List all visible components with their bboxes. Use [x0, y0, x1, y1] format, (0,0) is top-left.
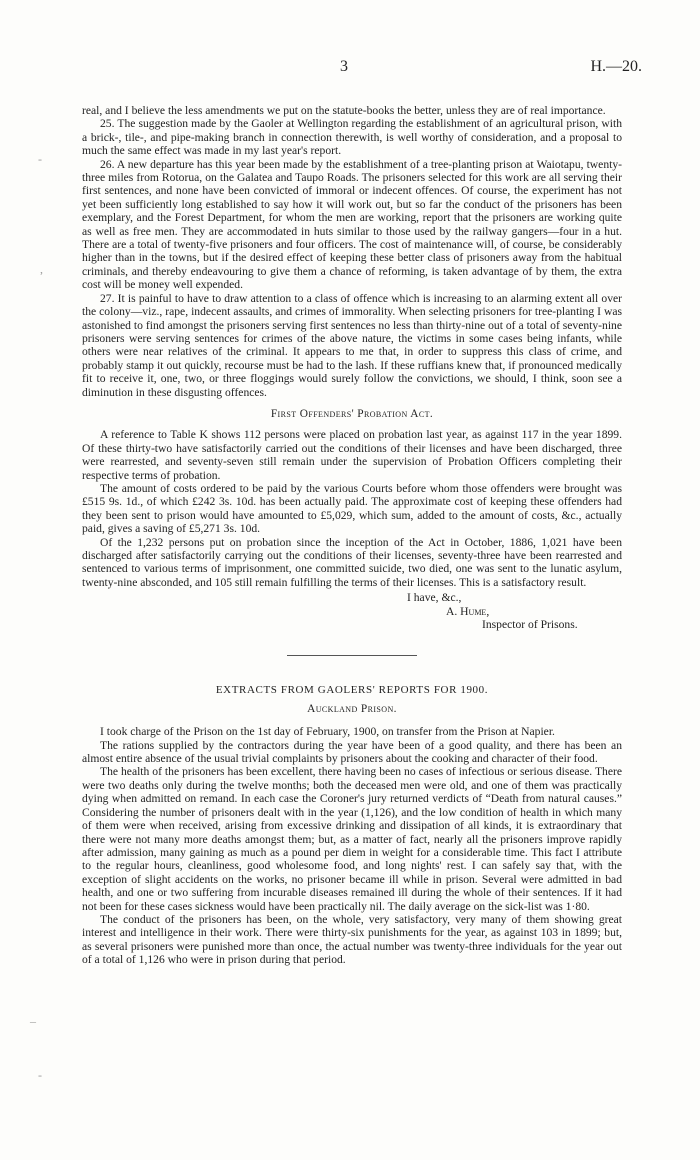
- margin-mark: ‐: [38, 1068, 42, 1082]
- probation-paragraph-2: The amount of costs ordered to be paid by the various Courts before whom those offenders were brought was £515 9s. 1d., of which £242 3s. 10d. has been actually paid. The approximate cost of keeping these offenders had they been sent to prison would have amounted to £5,029, which sum, added to the amount of costs, &c., actually paid, gives a saving of £5,271 3s. 10d.: [82, 481, 622, 536]
- intro-paragraph: real, and I believe the less amendments we put on the statute-books the better, unless they are of real importance.: [82, 104, 606, 117]
- prison-heading: Auckland Prison.: [307, 702, 397, 715]
- extracts-heading: EXTRACTS FROM GAOLERS' REPORTS FOR 1900.: [215, 684, 489, 697]
- paragraph-25: 25. The suggestion made by the Gaoler at Wellington regarding the establishment of an agricultural prison, with a brick-, tile-, and pipe-making branch in connection therewith, is well worthy of consideration, and a proposal to much the same effect was made in my last year's report.: [82, 117, 622, 158]
- paragraph-26: 26. A new departure has this year been made by the establishment of a tree-planting prison at Waiotapu, twenty-three miles from Rotorua, on the Galatea and Taupo Roads. The prisoners selected for this work are all serving their first sentences, and none have been convicted of immoral or indecent offences. Of course, the experiment has not yet been sufficiently long established to say how it will work out, but so far the conduct of the prisoners has been exemplary, and the Forest Department, for whom the men are working, report that the prisoners are working quite as well as free men. They are accommodated in huts similar to those used by the railway gangers—four in a hut. There are a total of twenty-five prisoners and four officers. The cost of maintenance will, of course, be considerably higher than in the towns, but if the desired effect of keeping these better class of prisoners away from the habitual criminals, and thereby endeavouring to give them a chance of reforming, is taken advantage of by them, the extra cost will be money well expended.: [82, 157, 622, 292]
- probation-paragraph-1: A reference to Table K shows 112 persons were placed on probation last year, as against 117 in the year 1899. Of these thirty-two have satisfactorily carried out the conditions of their licenses and have been discharged, three were rearrested, and seventy-seven still remain under the supervision of Probation Officers completing their respective terms of probation.: [82, 428, 622, 482]
- margin-mark: –: [30, 1014, 36, 1028]
- margin-mark: -: [38, 152, 42, 166]
- signature-closing: I have, &c.,: [407, 591, 462, 605]
- page-number: 3: [340, 58, 348, 75]
- body-text: [82, 104, 622, 967]
- signature-block: [82, 591, 622, 631]
- page-header: [0, 58, 700, 78]
- paragraph-27: 27. It is painful to have to draw attention to a class of offence which is increasing to an alarming extent all over the colony—viz., rape, indecent assaults, and crimes of immorality. When selecting prisoners for tree-planting I was astonished to find amongst the prisoners serving first sentences no less than thirty-nine out of a total of seventy-nine prisoners were serving sentences for crimes of the above nature, the victims in some cases being infants, while others were near relatives of the criminal. It appears to me that, in order to suppress this class of crime, and probably stamp it out quickly, recourse must be had to the lash. If these ruffians knew that, if pronounced medically fit to receive it, one, two, or three floggings would surely follow the convictions, we should, I think, soon see a diminution in these disgusting offences.: [82, 291, 622, 399]
- signature-name: A. Hume,: [446, 604, 490, 618]
- auckland-paragraph-2: The rations supplied by the contractors during the year have been of a good quality, and there has been an almost entire absence of the usual trivial complaints by prisoners about the cooking and character of their food.: [82, 738, 622, 766]
- auckland-paragraph-4: The conduct of the prisoners has been, on the whole, very satisfactory, very many of them showing great interest and intelligence in their work. There were thirty-six punishments for the year, as against 103 in 1899; but, as several prisoners were punished more than once, the actual number was twenty-three individuals for the year out of a total of 1,126 who were in prison during that period.: [82, 912, 622, 967]
- signature-title: Inspector of Prisons.: [482, 618, 578, 632]
- auckland-paragraph-1: I took charge of the Prison on the 1st day of February, 1900, on transfer from the Prison at Napier.: [100, 725, 555, 739]
- probation-paragraph-3: Of the 1,232 persons put on probation since the inception of the Act in October, 1886, 1,021 have been discharged after satisfactorily carrying out the conditions of their licenses, seventy-three have been rearrested and sentenced to various terms of imprisonment, one committed suicide, two died, one was sent to the lunatic asylum, twenty-nine absconded, and 105 still remain fulfilling the terms of their licenses. This is a satisfactory result.: [82, 535, 622, 589]
- section-heading: First Offenders' Probation Act.: [270, 407, 434, 420]
- section-divider: [287, 655, 417, 656]
- auckland-paragraph-3: The health of the prisoners has been excellent, there having been no cases of infectious or serious disease. There were two deaths only during the twelve months; both the deceased men were old, and one of them was practically dying when admitted on remand. In each case the Coroner's jury returned verdicts of “Death from natural causes.” Considering the number of prisoners dealt with in the year (1,126), and the low condition of health in which many of them were when received, arising from excessive drinking and dissipation of all kinds, it is extraordinary that there were not many more deaths amongst them; but, as a matter of fact, nearly all the prisoners improve rapidly after admission, many gaining as much as a pound per diem in weight for a considerable time. This fact I attribute to the regular hours, cleanliness, good wholesome food, and long nights' rest. I can safely say that, with the exception of slight accidents on the works, no prisoner became ill while in prison. Several were admitted in bad health, and one or two suffering from incurable diseases remained ill during the whole of their sentences. If it had not been for these cases sickness would have been practically nil. The daily average on the sick-list was 1·80.: [82, 765, 622, 913]
- document-reference: H.—20.: [590, 58, 642, 75]
- margin-mark: ,: [40, 262, 43, 276]
